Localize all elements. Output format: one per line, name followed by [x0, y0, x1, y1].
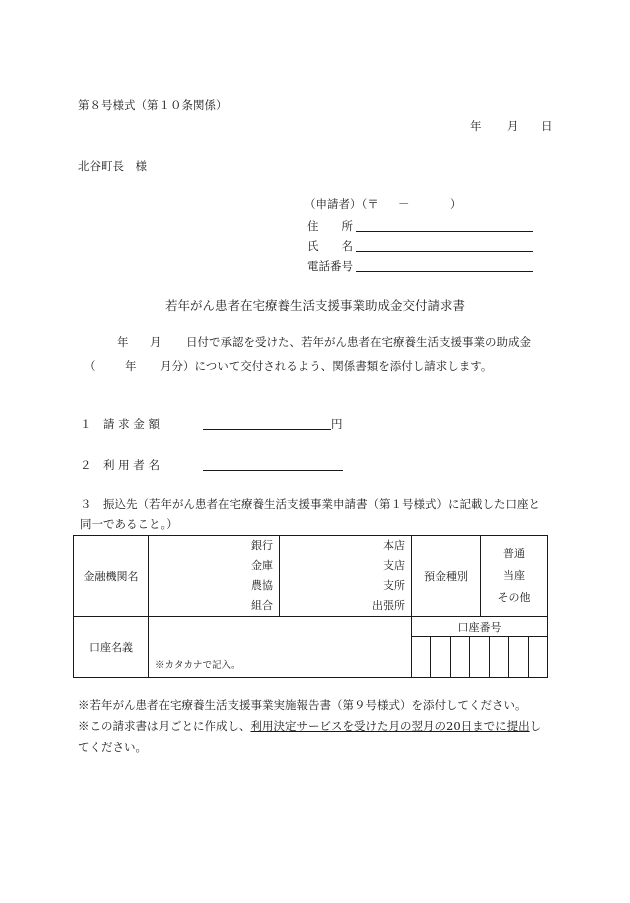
address-field-line[interactable] [356, 231, 533, 232]
deposit-type-label-cell [412, 536, 481, 617]
amount-field-line[interactable] [203, 429, 331, 430]
holder-name-cell[interactable] [149, 617, 412, 678]
bank-type-bank: 銀行 [251, 539, 273, 552]
bank-type-ja: 農協 [251, 579, 273, 592]
phone-label: 電話番号 [307, 259, 353, 273]
body-line1-text: 日付で承認を受けた、若年がん患者在宅療養生活支援事業の助成金 [186, 335, 531, 349]
deposit-type-other: その他 [497, 591, 531, 604]
addressee: 北谷町長 様 [78, 159, 147, 173]
transfer-line2: 同一であること。） [80, 517, 178, 531]
account-number-cells[interactable] [412, 637, 548, 678]
deposit-type-current: 当座 [503, 569, 525, 582]
account-digit-6[interactable] [509, 637, 528, 677]
katakana-note: ※カタカナで記入。 [155, 660, 241, 671]
account-number-label: 口座番号 [457, 620, 502, 634]
note2-deadline: 利用決定サービスを受けた月の翌月の20日までに提出 [250, 719, 530, 733]
account-digit-3[interactable] [451, 637, 470, 677]
holder-label-cell [74, 617, 149, 678]
account-digit-2[interactable] [431, 637, 450, 677]
amount-label: １ 請 求 金 額 [80, 417, 160, 431]
applicant-label: （申請者）（〒 [304, 197, 379, 211]
name-field-line[interactable] [356, 251, 533, 252]
date-day: 日 [541, 119, 553, 133]
date-year: 年 [470, 119, 482, 133]
branch-type-head: 本店 [383, 539, 405, 552]
account-digit-5[interactable] [490, 637, 509, 677]
user-field-line[interactable] [203, 470, 343, 471]
body-year: 年 [117, 335, 129, 349]
body-line2-text: 月分）について交付されるよう、関係書類を添付し請求します。 [160, 359, 493, 373]
deposit-type-label: 預金種別 [424, 570, 468, 583]
note-continuation: てください。 [78, 740, 147, 754]
note2-post: し [529, 719, 542, 733]
date-month: 月 [507, 119, 519, 133]
account-table [73, 535, 548, 678]
body-month: 月 [150, 335, 162, 349]
document-title: 若年がん患者在宅療養生活支援事業助成金交付請求書 [164, 298, 465, 313]
note-attach-report: ※若年がん患者在宅療養生活支援事業実施報告書（第９号様式）を添付してください。 [78, 698, 527, 712]
user-label: ２ 利 用 者 名 [80, 458, 160, 472]
phone-field-line[interactable] [356, 271, 533, 272]
name-label: 氏 名 [307, 239, 353, 253]
note-monthly-submit [78, 718, 541, 734]
institution-label: 金融機関名 [83, 570, 139, 583]
account-number-label-cell [412, 617, 548, 637]
holder-label: 口座名義 [89, 641, 133, 654]
deposit-type-ordinary: 普通 [503, 547, 525, 560]
institution-label-cell [74, 536, 149, 617]
body-line2-year: 年 [125, 359, 137, 373]
note2-pre: ※この請求書は月ごとに作成し、 [78, 719, 251, 733]
account-digit-7[interactable] [529, 637, 547, 677]
account-digit-4[interactable] [470, 637, 489, 677]
branch-type-sub: 支所 [383, 579, 405, 592]
postal-close: ） [450, 197, 462, 211]
branch-name-cell[interactable] [280, 536, 412, 617]
bank-type-shinkin: 金庫 [251, 559, 273, 572]
bank-name-cell[interactable] [149, 536, 280, 617]
branch-type-office: 出張所 [372, 599, 405, 612]
form-number: 第８号様式（第１０条関係） [78, 98, 228, 112]
deposit-type-options-cell[interactable] [481, 536, 548, 617]
address-label: 住 所 [307, 219, 353, 233]
amount-unit: 円 [331, 417, 343, 431]
postal-dash: － [398, 197, 410, 211]
bank-type-union: 組合 [251, 599, 273, 612]
transfer-line1: ３ 振込先（若年がん患者在宅療養生活支援事業申請書（第１号様式）に記載した口座と [80, 497, 540, 511]
body-line2-open: （ [84, 359, 96, 373]
account-digit-1[interactable] [412, 637, 431, 677]
branch-type-branch: 支店 [383, 559, 405, 572]
